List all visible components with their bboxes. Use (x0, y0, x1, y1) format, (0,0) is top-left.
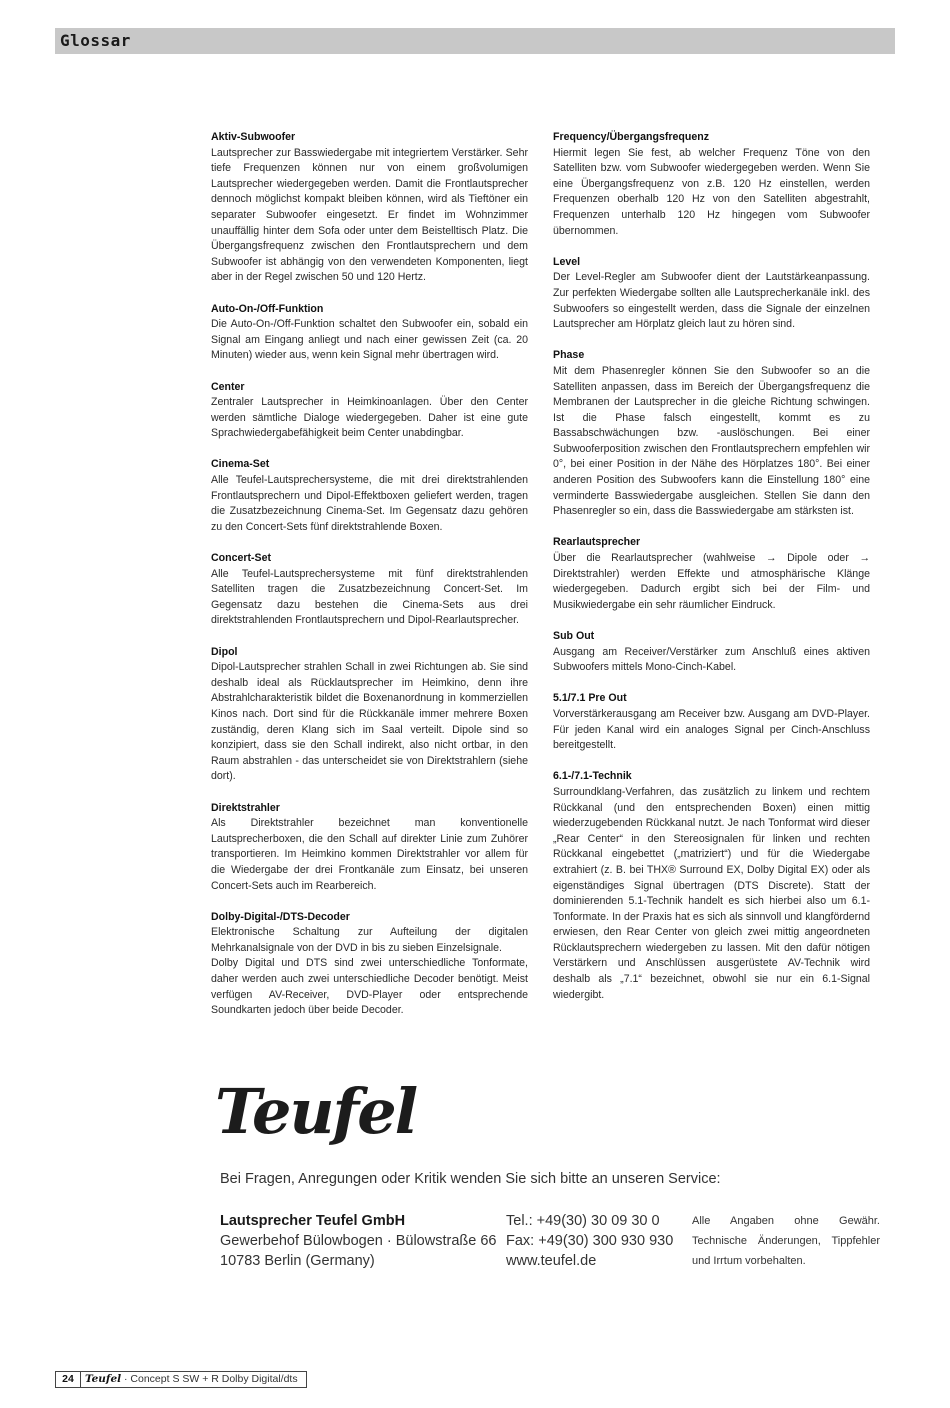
company-city: 10783 Berlin (Germany) (220, 1253, 375, 1269)
glossary-definition: Dipol-Lautsprecher strahlen Schall in zwei Richtungen ab. Sie sind deshalb ideal als Rücklautsprecher im Heimkino, denn ihre Abstrahlcharakteristik bildet die Boxenanordnung in kommerziellen Kinos nach. Dort sind für die Rückkanäle immer mehrere Boxen zuständig, deren Klang sich im Saal verteilt. Dipole sind so konzipiert, dass sie den Schall indirekt, also nicht ortbar, in den Raum abstrahlen - das unterscheidet sie von Direktstrahlern (siehe dort). (211, 661, 528, 783)
service-intro: Bei Fragen, Anregungen oder Kritik wenden Sie sich bitte an unseren Service: (220, 1171, 721, 1187)
glossary-definition: Die Auto-On-/Off-Funktion schaltet den Subwoofer ein, sobald ein Signal am Eingang anliegt und nach einer gewissen Zeit (ca. 20 Minuten) wieder aus, wenn kein Signal mehr übertragen wird. (211, 318, 528, 362)
glossary-term: Phase (553, 349, 585, 362)
glossary-term: Rearlautsprecher (553, 536, 641, 549)
glossary-entry (211, 910, 528, 1019)
glossary-definition: Lautsprecher zur Basswiedergabe mit integriertem Verstärker. Sehr tiefe Frequenzen können nur von einem großvolumigen Lautsprecher wiedergegeben werden. Damit die Frontlautsprecher dennoch möglichst kompakt bleiben können, wird als Tieftöner ein separater Subwoofer eingesetzt. Er findet im Wohnzimmer unauffällig hinter dem Sofa oder unter dem Beistelltisch Platz. Die Übergangsfrequenz zwischen den Frontlautsprechern und dem Subwoofer ist abhängig von den verwendeten Komponenten, liegt aber in der Regel zwischen 50 und 120 Hertz. (211, 146, 528, 284)
footer-brand-logo: Teufel (85, 1373, 122, 1385)
disclaimer-text: Alle Angaben ohne Gewähr. Technische Änderungen, Tippfehler und Irrtum vorbehalten. (692, 1215, 880, 1267)
glossary-definition: Zentraler Lautsprecher in Heimkinoanlagen. Über den Center werden sämtliche Dialoge wiedergegeben. Daher ist eine gute Sprachwiedergabefähigkeit beim Center unabdingbar. (211, 396, 528, 440)
company-street: Gewerbehof Bülowbogen · Bülowstraße 66 (220, 1233, 497, 1249)
company-contact (506, 1211, 673, 1271)
glossary-entry (211, 302, 528, 364)
glossary-term: 5.1/7.1 Pre Out (553, 692, 627, 705)
glossary-column-right (553, 130, 870, 1019)
glossary-definition: Surroundklang-Verfahren, das zusätzlich zu linkem und rechtem Rückkanal (und den entsprechenden Boxen) einen mittig wiederzugebenden Rückkanal nutzt. Je nach Tonformat wird dieser „Rear Center“ in den Stereosignalen für linken und rechten Rückkanal eingebettet („matriziert“) und für die Wiedergabe extrahiert (z. B. bei THX® Surround EX, Dolby Digital EX) oder als eigenständiges Signal übertragen (DTS Discrete). Statt der dominierenden 5.1-Technik handelt es sich hierbei also um 6.1-Tonformate. In der Praxis hat es sich als sinnvoll und klangfördernd erwiesen, den Rear Center von gleich zwei mittig angeordneten Rücklautsprechern wiedergeben zu lassen. Mit den dafür nötigen Verstärkern und Anschlüssen ausgerüstete AV-Technik wird deshalb als „7.1“ bezeichnet, obwohl sie nur ein 6.1-Signal wiedergibt. (553, 785, 870, 1001)
glossary-term: Dolby-Digital-/DTS-Decoder (211, 910, 350, 923)
glossary-term: Concert-Set (211, 552, 272, 565)
glossary-definition: Als Direktstrahler bezeichnet man konventionelle Lautsprecherboxen, die den Schall auf direkter Linie zum Zuhörer transportieren. Im Heimkino kommen Direktstrahler vor allem für die Wiedergabe der drei Frontkanäle zum Einsatz, bei unseren Concert-Sets auch im Rearbereich. (211, 817, 528, 892)
glossary-term: Center (211, 380, 245, 393)
company-name: Lautsprecher Teufel GmbH (220, 1213, 406, 1229)
glossary-entry (553, 130, 870, 239)
glossary-column-left (211, 130, 528, 1034)
glossary-definition: Alle Teufel-Lautsprechersysteme mit fünf direktstrahlenden Satelliten tragen die Zusatzbezeichnung Concert-Set. Im Gegensatz dazu bestehen die Cinema-Sets aus drei direktstrahlenden Frontlautsprechern und Dipol-Rearlautsprecher. (211, 567, 528, 627)
glossary-entry (211, 380, 528, 442)
glossary-definition: Über die Rearlautsprecher (wahlweise → Dipole oder → Direktstrahler) werden Effekte und atmosphärische Klänge wiedergegeben. Dadurch ergibt sich bei der Film- und Musikwiedergabe ein sehr räumlicher Eindruck. (553, 552, 870, 611)
footer-product-name: · Concept S SW + R Dolby Digital/dts (124, 1373, 298, 1385)
glossary-term: Dipol (211, 645, 238, 658)
glossary-entry (553, 348, 870, 520)
section-header-bar (55, 28, 895, 54)
page-number: 24 (56, 1372, 81, 1387)
glossary-entry (211, 457, 528, 535)
glossary-term: Aktiv-Subwoofer (211, 131, 296, 143)
company-fax: Fax: +49(30) 300 930 930 (506, 1233, 674, 1249)
glossary-definition: Ausgang am Receiver/Verstärker zum Anschluß eines aktiven Subwoofers mittels Mono-Cinch-Kabel. (553, 645, 870, 674)
glossary-definition: Elektronische Schaltung zur Aufteilung der digitalen Mehrkanalsignale von der DVD in bis zu sieben Einzelsignale. Dolby Digital und DTS sind zwei unterschiedliche Tonformate, daher werden auch zwei unterschiedliche Decoder benötigt. Meist verfügen AV-Receiver, DVD-Player oder entsprechende Soundkarten jedoch über beide Decoder. (211, 926, 528, 1017)
glossary-entry (553, 535, 870, 613)
glossary-definition: Der Level-Regler am Subwoofer dient der Lautstärkeanpassung. Zur perfekten Wiedergabe sollten alle Lautsprecherkanäle inkl. des Subwoofers so eingestellt werden, dass die Signale der einzelnen Lautsprecher am Hörplatz gleich laut zu hören sind. (553, 271, 870, 331)
glossary-entry (211, 645, 528, 785)
section-title: Glossar (60, 31, 131, 50)
glossary-term: Level (553, 255, 581, 268)
teufel-logo: Teufel (215, 1075, 417, 1148)
glossary-definition: Hiermit legen Sie fest, ab welcher Frequenz Töne von den Satelliten bzw. vom Subwoofer wiedergegeben werden. Wenn Sie eine Übergangsfrequenz von z.B. 120 Hz einstellen, werden Frequenzen oberhalb 120 Hz von den Satelliten abgestrahlt, Frequenzen unterhalb 120 Hz hingegen vom Subwoofer übernommen. (553, 146, 870, 237)
company-website-link[interactable]: www.teufel.de (506, 1253, 597, 1269)
glossary-entry (211, 801, 528, 895)
glossary-term: Sub Out (553, 630, 595, 642)
glossary-definition: Alle Teufel-Lautsprechersysteme, die mit drei direktstrahlenden Frontlautsprechern und Dipol-Effektboxen geliefert werden, tragen die Zusatzbezeichnung Cinema-Set. Im Gegensatz dazu gehören zu den Concert-Sets fünf direktstrahlende Boxen. (211, 474, 528, 533)
glossary-entry (553, 769, 870, 1003)
page-footer (55, 1371, 307, 1388)
glossary-entry (553, 691, 870, 753)
glossary-definition: Vorverstärkerausgang am Receiver bzw. Ausgang am DVD-Player. Für jeden Kanal wird ein analoges Signal per Cinch-Anschluss bereitgestellt. (553, 707, 870, 752)
glossary-entry (553, 255, 870, 333)
glossary-term: 6.1-/7.1-Technik (553, 770, 632, 783)
glossary-entry (553, 629, 870, 676)
company-address (220, 1211, 496, 1271)
glossary-term: Frequency/Übergangsfrequenz (553, 131, 709, 143)
glossary-term: Cinema-Set (211, 458, 270, 471)
glossary-definition: Mit dem Phasenregler können Sie den Subwoofer so an die Satelliten anpassen, dass im Bereich der Übergangsfrequenz die Membranen der Lautsprecher in die gleiche Richtung schwingen. Ist die Phase falsch eingestellt, kommt es zu Bassabschwächungen bzw. -auslöschungen. Bei einer Subwooferposition zwischen den Frontlautsprechern empfehlen wir 0°, bei einer Position in der Nähe des Hörplatzes 180°. Bei einer anderen Position des Subwoofers kann die Einstellung 180° eine verminderte Basswiedergabe ausgleichen. Stellen Sie dann den Phasenregler so ein, dass die Basswiedergabe am stärksten ist. (553, 364, 870, 518)
glossary-term: Auto-On-/Off-Funktion (211, 302, 324, 315)
glossary-entry (211, 130, 528, 286)
company-phone: Tel.: +49(30) 30 09 30 0 (506, 1213, 660, 1229)
glossary-term: Direktstrahler (211, 801, 280, 814)
glossary-entry (211, 551, 528, 629)
